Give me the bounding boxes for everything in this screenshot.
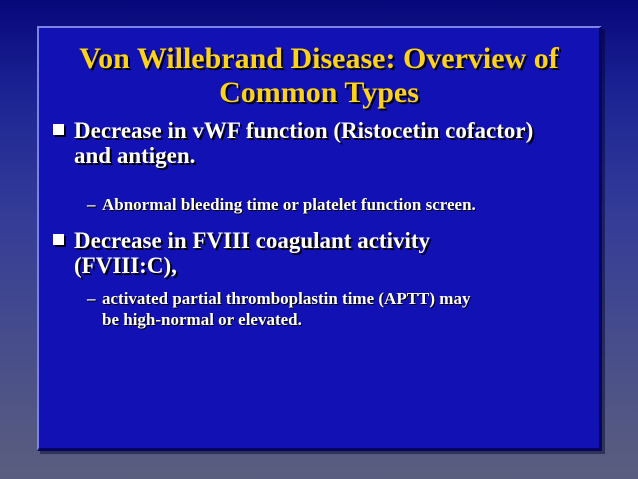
bullet-item-2	[53, 228, 430, 278]
square-bullet-icon	[53, 234, 64, 245]
bullet-text-2-line-1: Decrease in FVIII coagulant activity	[74, 228, 431, 253]
bullet-text-1-line-1: Decrease in vWF function (Ristocetin cofactor)	[74, 118, 534, 143]
title-line-2: Common Types	[219, 76, 419, 109]
slide-panel	[37, 26, 602, 451]
dash-bullet-icon: –	[87, 195, 96, 214]
title-line-1: Von Willebrand Disease: Overview of	[79, 42, 559, 75]
sub-bullet-text-2-line-2: be high-normal or elevated.	[102, 310, 302, 329]
dash-bullet-icon: –	[87, 289, 96, 308]
square-bullet-icon	[53, 124, 64, 135]
sub-bullet-text-2-line-1: activated partial thromboplastin time (APTT) may	[102, 289, 471, 308]
sub-bullet-text-1: Abnormal bleeding time or platelet function screen.	[102, 195, 476, 214]
bullet-text-1-line-2: and antigen.	[74, 143, 196, 168]
sub-bullet-1	[87, 194, 476, 215]
slide-title	[39, 42, 599, 110]
bullet-text-2-line-2: (FVIII:C),	[74, 253, 177, 278]
sub-bullet-2	[87, 288, 470, 330]
bullet-item-1	[53, 118, 533, 168]
